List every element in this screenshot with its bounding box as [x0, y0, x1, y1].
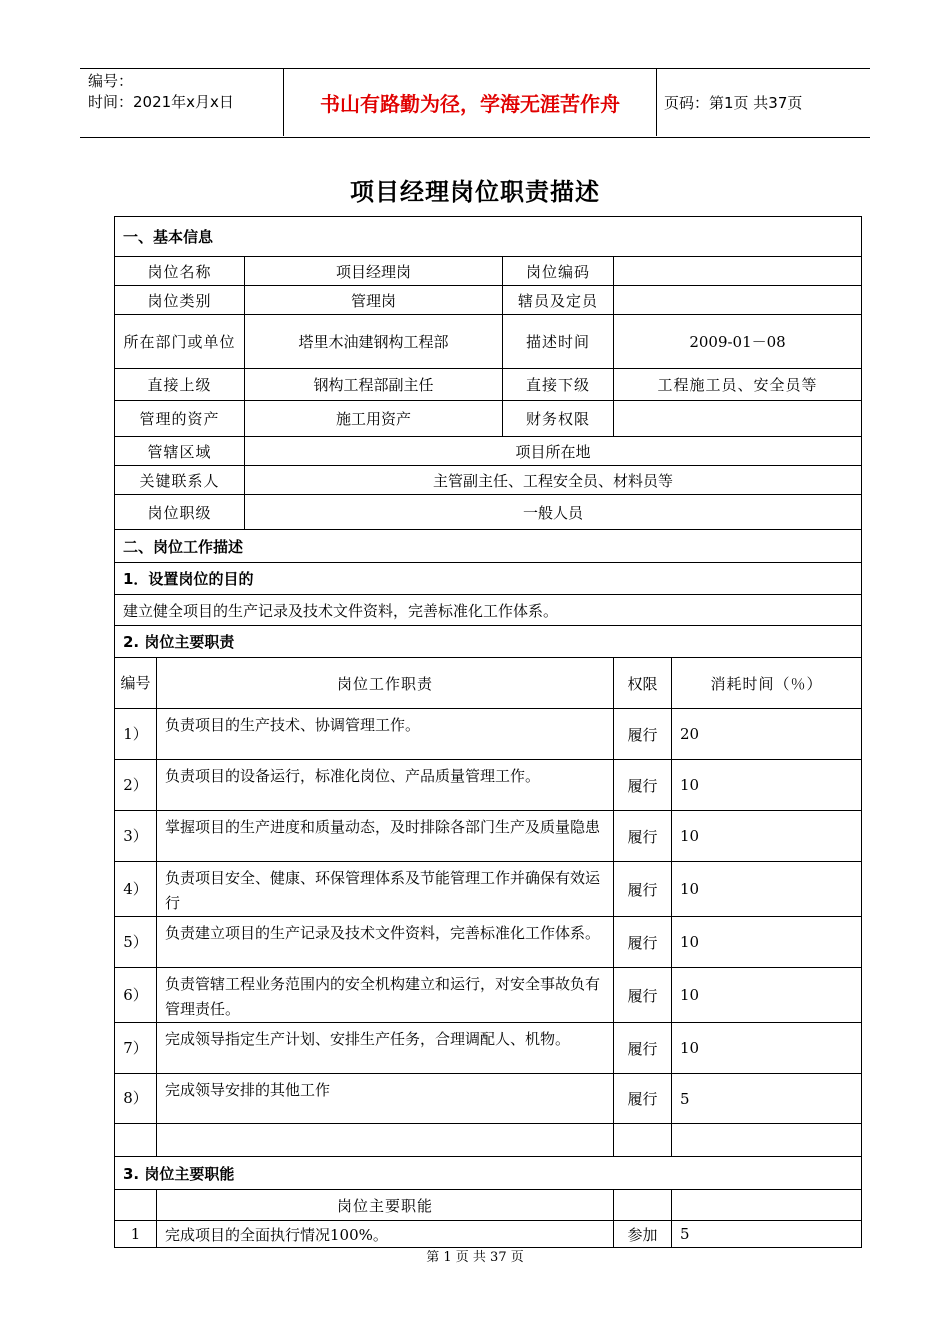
function-time: 5 — [672, 1221, 862, 1248]
duty-time: 5 — [672, 1074, 862, 1124]
duty-authority: 履行 — [614, 1074, 672, 1124]
empty-duty-row — [115, 1124, 862, 1157]
info-value: 主管副主任、工程安全员、材料员等 — [245, 466, 862, 495]
info-value: 钢构工程部副主任 — [245, 369, 503, 401]
duty-row — [115, 862, 862, 917]
function-text: 完成项目的全面执行情况100%。 — [157, 1221, 614, 1248]
empty-cell — [115, 1190, 157, 1221]
duty-authority: 履行 — [614, 862, 672, 917]
duty-text: 负责建立项目的生产记录及技术文件资料，完善标准化工作体系。 — [157, 917, 614, 968]
duty-number: 2） — [115, 760, 157, 811]
duty-number: 1） — [115, 709, 157, 760]
duty-number: 6） — [115, 968, 157, 1023]
section-heading-row — [115, 530, 862, 563]
duty-row — [115, 1023, 862, 1074]
info-row — [115, 401, 862, 437]
info-label: 所在部门或单位 — [115, 315, 245, 369]
duty-number: 8） — [115, 1074, 157, 1124]
duty-authority: 履行 — [614, 917, 672, 968]
info-label: 岗位名称 — [115, 257, 245, 286]
document-title: 项目经理岗位职责描述 — [350, 178, 600, 206]
empty-cell — [672, 1124, 862, 1157]
empty-cell — [614, 1190, 672, 1221]
info-value — [614, 286, 862, 315]
info-value: 项目所在地 — [245, 437, 862, 466]
empty-cell — [115, 1124, 157, 1157]
info-label: 岗位编码 — [503, 257, 614, 286]
duty-authority: 履行 — [614, 1023, 672, 1074]
duty-time: 10 — [672, 968, 862, 1023]
duty-authority: 履行 — [614, 811, 672, 862]
subsection-heading-row — [115, 1157, 862, 1190]
duty-text: 完成领导指定生产计划、安排生产任务，合理调配人、机物。 — [157, 1023, 614, 1074]
col-header-function: 岗位主要职能 — [157, 1190, 614, 1221]
duty-text: 负责管辖工程业务范围内的安全机构建立和运行，对安全事故负有管理责任。 — [157, 968, 614, 1023]
duty-row — [115, 709, 862, 760]
doc-number-label: 编号： — [88, 72, 134, 90]
duty-time: 10 — [672, 862, 862, 917]
info-label: 直接上级 — [115, 369, 245, 401]
header-left-cell — [88, 71, 283, 135]
col-header-duty: 岗位工作职责 — [157, 658, 614, 709]
page-footer: 第 1 页 共 37 页 — [426, 1250, 524, 1265]
duties-heading: 2. 岗位主要职责 — [115, 626, 862, 658]
function-number: 1 — [115, 1221, 157, 1248]
col-header-time: 消耗时间（％） — [672, 658, 862, 709]
duty-row — [115, 1074, 862, 1124]
duty-time: 20 — [672, 709, 862, 760]
info-label: 直接下级 — [503, 369, 614, 401]
duty-time: 10 — [672, 811, 862, 862]
info-value: 工程施工员、安全员等 — [614, 369, 862, 401]
info-label: 管理的资产 — [115, 401, 245, 437]
empty-cell — [614, 1124, 672, 1157]
col-header-authority: 权限 — [614, 658, 672, 709]
duty-time: 10 — [672, 1023, 862, 1074]
info-value: 塔里木油建钢构工程部 — [245, 315, 503, 369]
purpose-heading: 1．设置岗位的目的 — [115, 563, 862, 595]
info-label: 描述时间 — [503, 315, 614, 369]
empty-cell — [157, 1124, 614, 1157]
duty-row — [115, 968, 862, 1023]
info-label: 岗位职级 — [115, 495, 245, 530]
info-wide-row — [115, 466, 862, 495]
duty-number: 5） — [115, 917, 157, 968]
duty-text: 负责项目的设备运行，标准化岗位、产品质量管理工作。 — [157, 760, 614, 811]
info-row — [115, 286, 862, 315]
duty-time: 10 — [672, 917, 862, 968]
motto: 书山有路勤为径，学海无涯苦作舟 — [283, 69, 657, 136]
page-header — [80, 68, 870, 138]
subsection-heading-row — [115, 626, 862, 658]
info-label: 关键联系人 — [115, 466, 245, 495]
section1-heading: 一、基本信息 — [115, 217, 862, 257]
duty-row — [115, 811, 862, 862]
info-value: 一般人员 — [245, 495, 862, 530]
date-line: 时间：2021年x月x日 — [88, 93, 234, 111]
functions-header-row — [115, 1190, 862, 1221]
duty-number: 4） — [115, 862, 157, 917]
section-heading-row — [115, 217, 862, 257]
info-wide-row — [115, 437, 862, 466]
purpose-text: 建立健全项目的生产记录及技术文件资料，完善标准化工作体系。 — [115, 595, 862, 626]
info-row — [115, 315, 862, 369]
job-description-table — [114, 216, 862, 1248]
duty-row — [115, 917, 862, 968]
duty-authority: 履行 — [614, 968, 672, 1023]
duty-number: 7） — [115, 1023, 157, 1074]
info-value: 管理岗 — [245, 286, 503, 315]
info-row — [115, 369, 862, 401]
function-authority: 参加 — [614, 1221, 672, 1248]
info-label: 管辖区域 — [115, 437, 245, 466]
duty-text: 掌握项目的生产进度和质量动态，及时排除各部门生产及质量隐患 — [157, 811, 614, 862]
subsection-heading-row — [115, 563, 862, 595]
purpose-row — [115, 595, 862, 626]
info-wide-row — [115, 495, 862, 530]
duties-header-row — [115, 658, 862, 709]
duty-authority: 履行 — [614, 760, 672, 811]
duty-row — [115, 760, 862, 811]
info-value: 施工用资产 — [245, 401, 503, 437]
section2-heading: 二、岗位工作描述 — [115, 530, 862, 563]
info-row — [115, 257, 862, 286]
info-value — [614, 401, 862, 437]
col-header-no: 编号 — [115, 658, 157, 709]
duty-text: 负责项目的生产技术、协调管理工作。 — [157, 709, 614, 760]
info-value — [614, 257, 862, 286]
empty-cell — [672, 1190, 862, 1221]
duty-text: 完成领导安排的其他工作 — [157, 1074, 614, 1124]
duty-time: 10 — [672, 760, 862, 811]
info-label: 财务权限 — [503, 401, 614, 437]
page-info: 页码：第1页 共37页 — [664, 94, 803, 112]
duty-text: 负责项目安全、健康、环保管理体系及节能管理工作并确保有效运行 — [157, 862, 614, 917]
functions-heading: 3. 岗位主要职能 — [115, 1157, 862, 1190]
info-label: 辖员及定员 — [503, 286, 614, 315]
info-label: 岗位类别 — [115, 286, 245, 315]
info-value: 项目经理岗 — [245, 257, 503, 286]
info-value: 2009-01－08 — [614, 315, 862, 369]
duty-authority: 履行 — [614, 709, 672, 760]
duty-number: 3） — [115, 811, 157, 862]
function-row — [115, 1221, 862, 1248]
